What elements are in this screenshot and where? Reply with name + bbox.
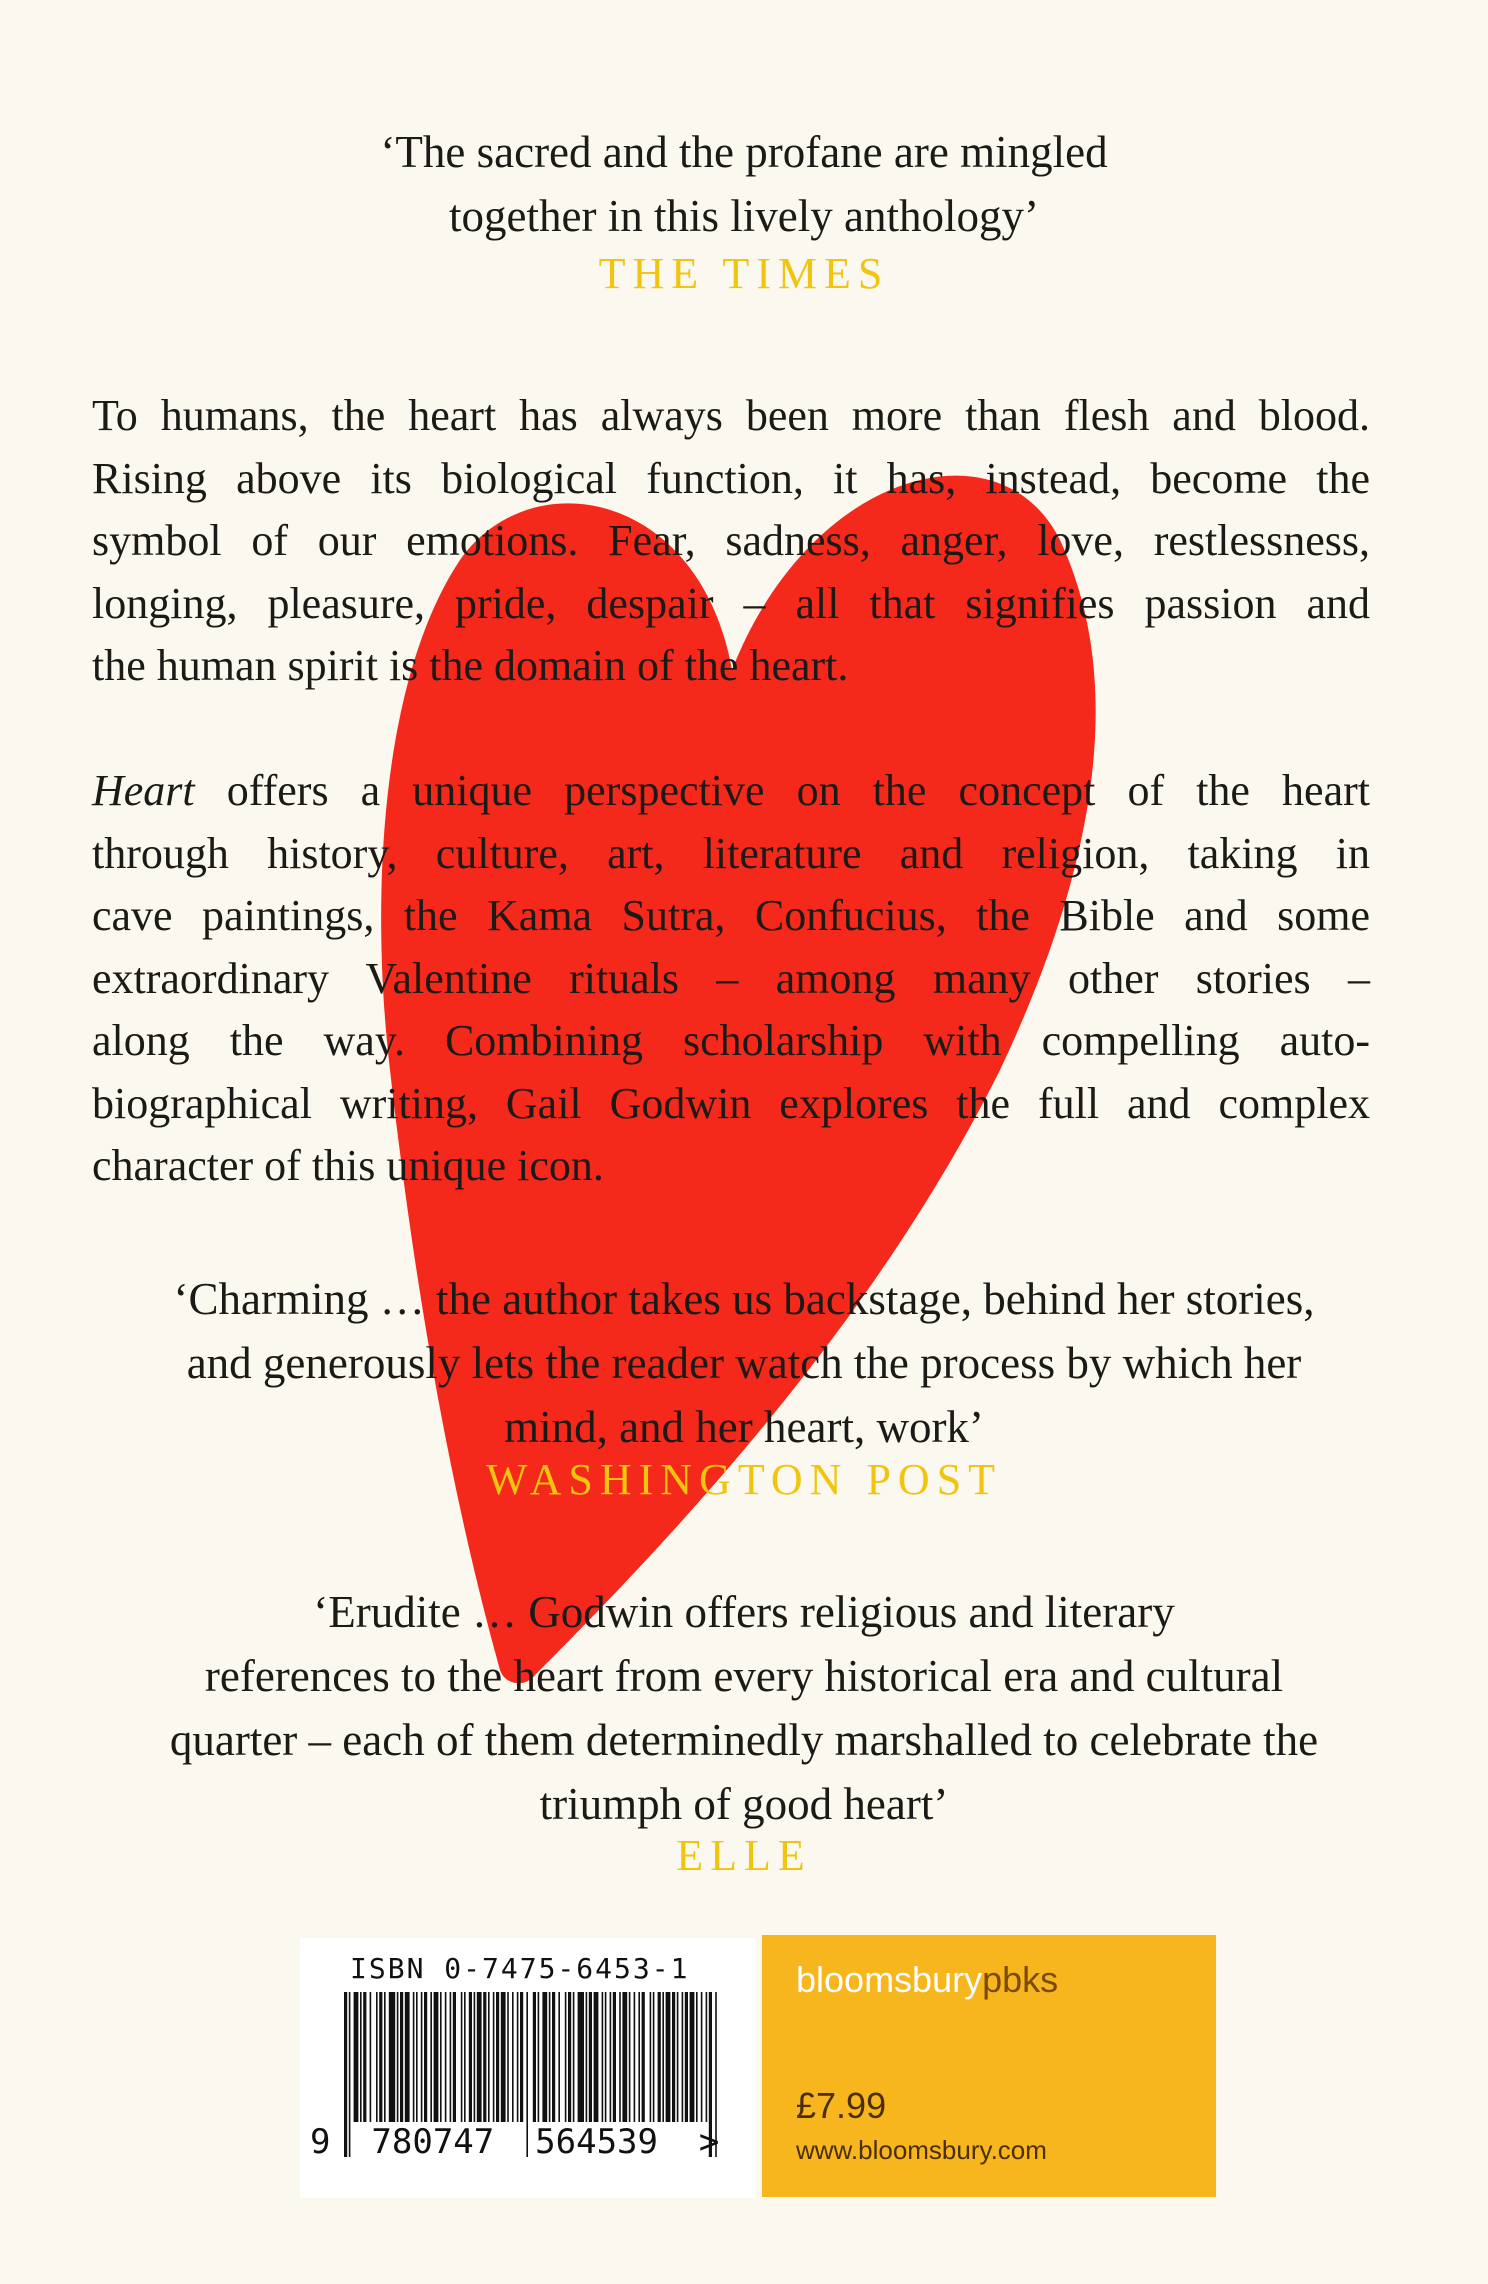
barcode-bar bbox=[421, 1992, 423, 2122]
barcode-digits: 9 780747 564539 > bbox=[310, 2122, 720, 2162]
barcode-bar bbox=[424, 1992, 427, 2122]
barcode-bar bbox=[642, 1992, 645, 2122]
barcode-bar bbox=[400, 1992, 403, 2122]
barcode-bar bbox=[512, 1992, 514, 2122]
blurb-line: To humans, the heart has always been more than flesh and blood. bbox=[92, 391, 1370, 440]
barcode-bar bbox=[354, 1992, 359, 2122]
barcode-bar bbox=[483, 1992, 486, 2122]
barcode-bar bbox=[384, 1992, 386, 2122]
barcode-bar bbox=[542, 1992, 547, 2122]
barcode-bar bbox=[701, 1992, 703, 2122]
review-quote-elle bbox=[74, 1580, 1414, 1836]
barcode-bar bbox=[360, 1992, 362, 2122]
quote-line: and generously lets the reader watch the process by which her bbox=[186, 1338, 1302, 1388]
barcode-bar bbox=[416, 1992, 418, 2122]
barcode-bar bbox=[565, 1992, 567, 2122]
barcode-bar bbox=[493, 1992, 495, 2122]
isbn-number: ISBN 0-7475-6453-1 bbox=[350, 1952, 690, 1985]
barcode-bar bbox=[638, 1992, 640, 2122]
barcode-bar bbox=[397, 1992, 399, 2122]
publisher-logo bbox=[796, 1959, 1058, 2001]
blurb-line: extraordinary Valentine rituals – among many other stories – bbox=[92, 953, 1370, 1003]
barcode-bar bbox=[682, 1992, 684, 2122]
review-quote-times bbox=[174, 120, 1314, 248]
barcode-bar bbox=[622, 1992, 627, 2122]
price: £7.99 bbox=[796, 2085, 887, 2126]
barcode-bar bbox=[379, 1992, 382, 2122]
quote-line: ‘Charming … the author takes us backstage, behind her stories, bbox=[173, 1274, 1315, 1324]
barcode-bar bbox=[653, 1992, 655, 2122]
blurb-line: through history, culture, art, literature and religion, taking in bbox=[92, 828, 1370, 878]
barcode-bar bbox=[376, 1992, 378, 2122]
barcode-bar bbox=[507, 1992, 509, 2122]
barcode-bar bbox=[629, 1992, 631, 2122]
barcode-bar bbox=[461, 1992, 463, 2122]
barcode-bar bbox=[613, 1992, 616, 2122]
barcode-bar bbox=[450, 1992, 452, 2122]
quote-line: ‘Erudite … Godwin offers religious and literary bbox=[313, 1587, 1175, 1637]
blurb-paragraph-2 bbox=[92, 760, 1370, 1198]
blurb-line: biographical writing, Gail Godwin explores the full and complex bbox=[92, 1078, 1370, 1128]
publisher-imprint: pbks bbox=[982, 1959, 1059, 2000]
barcode-bar bbox=[549, 1992, 551, 2122]
review-source-elle: ELLE bbox=[676, 1831, 812, 1880]
barcode-bar bbox=[538, 1992, 540, 2122]
barcode-bar bbox=[477, 1992, 482, 2122]
barcode-bar bbox=[650, 1992, 652, 2122]
barcode-bar bbox=[533, 1992, 536, 2122]
barcode-bar bbox=[496, 1992, 499, 2122]
review-quote-washington-post bbox=[74, 1267, 1414, 1459]
barcode-bar bbox=[552, 1992, 555, 2122]
barcode-bar bbox=[558, 1992, 560, 2122]
barcode-bar bbox=[594, 1992, 599, 2122]
barcode-bar bbox=[517, 1992, 519, 2122]
barcode-bar bbox=[413, 1992, 415, 2122]
barcode-bar bbox=[430, 1992, 432, 2122]
quote-line: together in this lively anthology’ bbox=[449, 191, 1039, 241]
barcode-bar bbox=[389, 1992, 395, 2122]
blurb-line: Rising above its biological function, it has, instead, become the bbox=[92, 453, 1370, 503]
blurb-line-rest: offers a unique perspective on the concept of the heart bbox=[194, 766, 1370, 815]
barcode-bar bbox=[405, 1992, 410, 2122]
quote-line: triumph of good heart’ bbox=[539, 1779, 949, 1829]
blurb-line: character of this unique icon. bbox=[92, 1141, 604, 1190]
barcode-bar bbox=[453, 1992, 456, 2122]
barcode-bar bbox=[666, 1992, 671, 2122]
barcode-bar bbox=[672, 1992, 675, 2122]
book-title-italic: Heart bbox=[92, 766, 195, 815]
barcode-bar bbox=[619, 1992, 621, 2122]
barcode-bar bbox=[706, 1992, 708, 2122]
barcode-bar bbox=[440, 1992, 442, 2122]
barcode-bar bbox=[610, 1992, 612, 2122]
blurb-line: cave paintings, the Kama Sutra, Confucius, the Bible and some bbox=[92, 891, 1370, 940]
barcode-bar bbox=[589, 1992, 592, 2122]
barcode-bar bbox=[662, 1992, 664, 2122]
barcode-bar bbox=[696, 1992, 698, 2122]
barcode-bar bbox=[634, 1992, 636, 2122]
barcode-panel bbox=[300, 1938, 756, 2198]
barcode-bar bbox=[586, 1992, 588, 2122]
barcode-bar bbox=[685, 1992, 688, 2122]
barcode-bar bbox=[658, 1992, 661, 2122]
blurb-paragraph-1 bbox=[92, 385, 1370, 698]
barcode-bar bbox=[602, 1992, 604, 2122]
publisher-panel bbox=[762, 1935, 1216, 2197]
quote-line: ‘The sacred and the profane are mingled bbox=[380, 127, 1108, 177]
barcode-bar bbox=[434, 1992, 439, 2122]
quote-line: references to the heart from every historical era and cultural bbox=[204, 1651, 1284, 1701]
barcode-bar bbox=[469, 1992, 472, 2122]
review-source-times: THE TIMES bbox=[598, 249, 890, 298]
barcode-bar bbox=[445, 1992, 447, 2122]
publisher-name: bloomsbury bbox=[796, 1959, 983, 2000]
barcode-bar bbox=[520, 1992, 523, 2122]
quote-line: quarter – each of them determinedly marshalled to celebrate the bbox=[169, 1715, 1319, 1765]
blurb-line: symbol of our emotions. Fear, sadness, anger, love, restlessness, bbox=[92, 516, 1370, 565]
barcode-bar bbox=[573, 1992, 575, 2122]
barcode-bar bbox=[363, 1992, 366, 2122]
barcode-bar bbox=[677, 1992, 679, 2122]
review-source-washington-post: WASHINGTON POST bbox=[485, 1455, 1003, 1504]
quote-line: mind, and her heart, work’ bbox=[504, 1402, 984, 1452]
barcode-bar bbox=[464, 1992, 466, 2122]
barcode-bar bbox=[568, 1992, 571, 2122]
barcode-bar bbox=[488, 1992, 490, 2122]
blurb-line: longing, pleasure, pride, despair – all that signifies passion and bbox=[92, 578, 1370, 628]
blurb-line: the human spirit is the domain of the heart. bbox=[92, 641, 849, 690]
publisher-url: www.bloomsbury.com bbox=[796, 2135, 1047, 2165]
barcode-bar bbox=[474, 1992, 476, 2122]
blurb-line-first bbox=[92, 760, 1370, 823]
barcode-bar bbox=[690, 1992, 695, 2122]
barcode-bar bbox=[501, 1992, 506, 2122]
barcode-bar bbox=[605, 1992, 607, 2122]
blurb-line: along the way. Combining scholarship with compelling auto- bbox=[92, 1016, 1370, 1065]
barcode-bar bbox=[370, 1992, 372, 2122]
barcode-bar bbox=[578, 1992, 584, 2122]
